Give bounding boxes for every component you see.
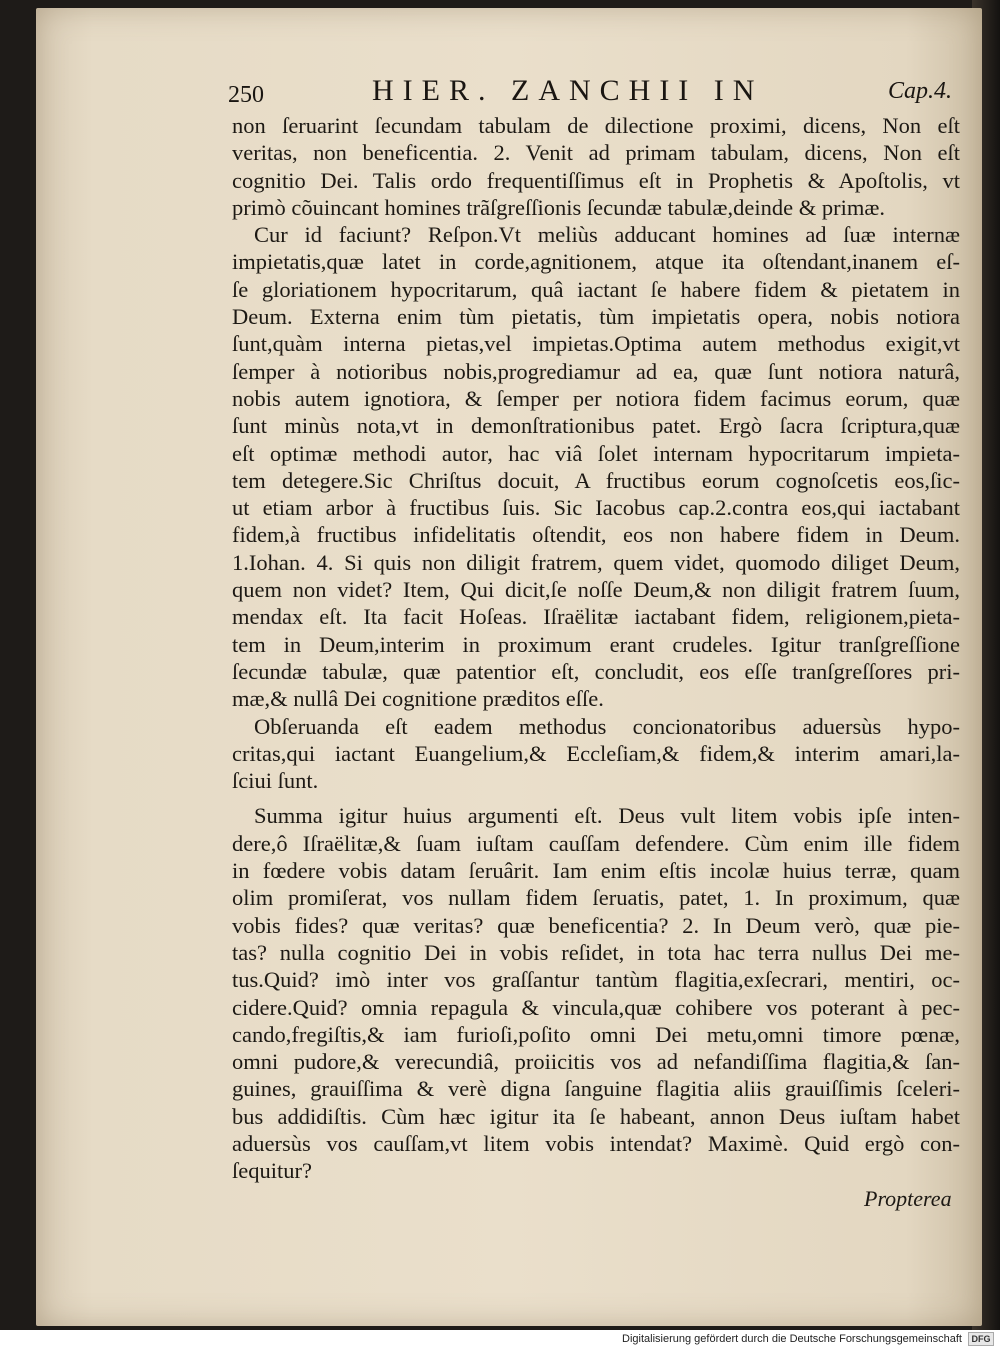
text-line: aduersùs vos cauſſam,vt litem vobis intendat? Maximè. Quid ergò con- [232,1130,960,1156]
text-line: mæ,& nullâ Dei cognitione præditos eſſe. [232,686,604,712]
text-line: ſciui ſunt. [232,768,319,794]
text-line: ſemper à notioribus nobis,progrediamur ad ea, quæ ſunt notiora naturâ, [232,358,960,384]
text-line: tem in Deum,interim in proximum erant crudeles. Igitur tranſgreſſione [232,631,960,657]
text-line: Summa igitur huius argumenti eſt. Deus vult litem vobis ipſe inten- [254,803,960,829]
text-line: cidere.Quid? omnia repagula & vincula,quæ cohibere vos poterant à pec- [232,994,960,1020]
chapter-label: Cap.4. [887,78,952,104]
footer-bar [0,1330,1000,1350]
text-line: ſunt,quàm interna pietas,vel impietas.Optima autem methodus exigit,vt [232,331,960,357]
text-line: ſunt minùs nota,vt in demonſtrationibus patet. Ergò ſacra ſcriptura,quæ [232,413,960,439]
text-line: veritas, non beneficentia. 2. Venit ad primam tabulam, dicens, Non eſt [232,140,960,166]
text-line: quem non videt? Item, Qui dicit,ſe noſſe Deum,& non diligit fratrem ſuum, [232,577,960,603]
text-line: cando,fregiſtis,& iam furioſi,poſito omni Dei metu,omni timore pœnæ, [232,1021,960,1047]
text-line: tem detegere.Sic Chriſtus docuit, A fructibus eorum cognoſcetis eos,ſic- [232,467,960,493]
text-line: nobis autem ignotiora, & ſemper per notiora fidem facimus eorum, quæ [232,385,960,411]
page-header [228,74,958,114]
text-line: ſecundæ tabulæ, quæ patentior eſt, concludit, eos eſſe tranſgreſſores pri- [232,658,960,684]
text-line: 1.Iohan. 4. Si quis non diligit fratrem, quem videt, quomodo diliget Deum, [232,549,960,575]
text-line: impietatis,quæ latet in corde,agnitionem, atque ita oſtendant,inanem eſ- [232,249,960,275]
running-title: HIER. ZANCHII IN [372,74,764,107]
text-line: bus addidiſtis. Cùm hæc igitur ita ſe habeant, annon Deus iuſtam habet [232,1103,960,1129]
page-number: 250 [228,82,264,108]
text-line: ut etiam arbor à fructibus ſuis. Sic Iacobus cap.2.contra eos,qui iactabant [232,495,960,521]
text-line: guines, grauiſſima & verè digna ſanguine flagitia aliis grauiſſimis ſceleri- [232,1076,960,1102]
text-line: Obſeruanda eſt eadem methodus concionatoribus aduersùs hypo- [254,713,960,739]
text-line: non ſeruarint ſecundam tabulam de dilectione proximi, dicens, Non eſt [232,113,960,138]
text-line: olim promiſerat, vos nullam fidem ſeruatis, patet, 1. In proximum, quæ [232,885,960,911]
text-line: Cur id faciunt? Reſpon.Vt meliùs adducant homines ad ſuæ internæ [254,222,960,248]
text-line: vobis fides? quæ veritas? quæ beneficentia? 2. In Deum verò, quæ pie- [232,912,960,938]
body-text [232,112,960,1185]
text-line: ſe gloriationem hypocritarum, quâ iactant ſe habere fidem & pietatem in [232,276,960,302]
text-line: fidem,à fructibus infidelitatis oſtendit, eos non habere fidem in Deum. [232,522,960,548]
text-line: dere,ô Iſraëlitæ,& ſuam iuſtam cauſſam defendere. Cùm enim ille fidem [232,830,960,856]
text-line: Deum. Externa enim tùm pietatis, tùm impietatis opera, nobis notiora [232,304,960,330]
text-line: omni pudore,& verecundiâ, proiicitis vos ad nefandiſſima flagitia,& ſan- [232,1049,960,1075]
text-line: critas,qui iactant Euangelium,& Eccleſiam,& fidem,& interim amari,la- [232,740,960,766]
text-line: cognitio Dei. Talis ordo frequentiſſimus eſt in Prophetis & Apoſtolis, vt [232,167,960,193]
text-line: ſequitur? [232,1158,312,1184]
text-line: eſt optimæ methodi autor, hac viâ ſolet internam hypocritarum impieta- [232,440,960,466]
text-line: primò cõuincant homines trãſgreſſionis ſecundæ tabulæ,deinde & primæ. [232,194,886,220]
text-line: in fœdere vobis datam ſeruârit. Iam enim eſtis incolæ huius terræ, quam [232,858,960,884]
catchword: Propterea [864,1186,952,1211]
text-line: tus.Quid? imò inter vos graſſantur tantùm flagitia,exſecrari, mentiri, oc- [232,967,960,993]
dfg-logo: DFG [968,1332,994,1346]
text-line: mendax eſt. Ita facit Hoſeas. Iſraëlitæ iactabant fidem, religionem,pieta- [232,604,960,630]
text-line: tas? nulla cognitio Dei in vobis reſidet, in tota hac terra nullus Dei me- [232,939,960,965]
funding-credit: Digitalisierung gefördert durch die Deutsche Forschungsgemeinschaft [622,1333,962,1345]
